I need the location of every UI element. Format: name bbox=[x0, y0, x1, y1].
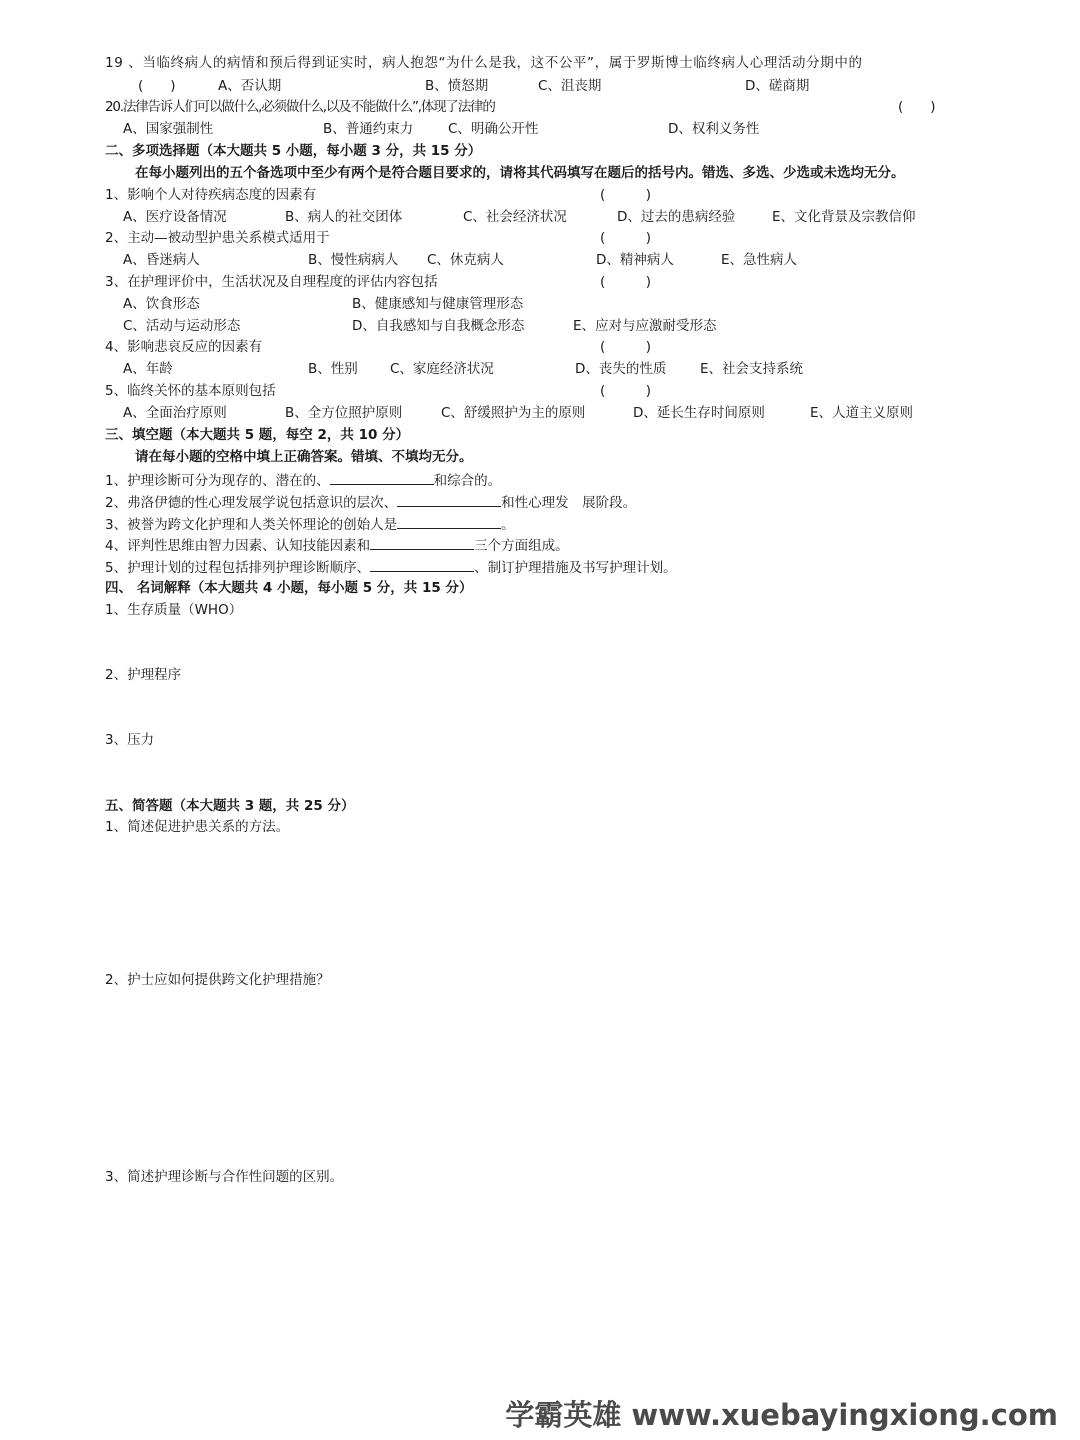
short-q2: 2、护士应如何提供跨文化护理措施？ bbox=[105, 972, 330, 988]
mc-q5-stem: 5、临终关怀的基本原则包括 bbox=[105, 383, 276, 399]
fill-q5-blank[interactable] bbox=[370, 557, 474, 572]
term-q3: 3、压力 bbox=[105, 732, 155, 748]
fill-q3-blank[interactable] bbox=[397, 514, 501, 529]
mc-q3-paren: ( ) bbox=[600, 274, 652, 290]
mc-q5-option-e: E、人道主义原则 bbox=[810, 405, 914, 421]
q20-option-d: D、权利义务性 bbox=[668, 121, 760, 137]
fill-q4 bbox=[105, 535, 569, 555]
q19-option-a: A、否认期 bbox=[218, 78, 282, 94]
mc-q2-option-a: A、昏迷病人 bbox=[123, 252, 200, 268]
mc-q4-paren: ( ) bbox=[600, 339, 652, 355]
q19-option-d: D、磋商期 bbox=[745, 78, 810, 94]
fill-q3-text-after: 。 bbox=[501, 517, 515, 533]
mc-q5-option-d: D、延长生存时间原则 bbox=[633, 405, 765, 421]
fill-q5-text-after: 、制订护理措施及书写护理计划。 bbox=[474, 560, 677, 576]
q20-option-b: B、普通约束力 bbox=[323, 121, 414, 137]
fill-q1 bbox=[105, 470, 501, 490]
term-q2: 2、护理程序 bbox=[105, 667, 182, 683]
fill-q4-text: 4、评判性思维由智力因素、认知技能因素和 bbox=[105, 538, 371, 554]
mc-q3-option-a: A、饮食形态 bbox=[123, 296, 200, 312]
fill-q1-blank[interactable] bbox=[330, 470, 434, 485]
mc-q4-option-c: C、家庭经济状况 bbox=[390, 361, 494, 377]
fill-q4-blank[interactable] bbox=[370, 535, 474, 550]
mc-q3-stem: 3、在护理评价中，生活状况及自理程度的评估内容包括 bbox=[105, 274, 438, 290]
mc-q1-paren: ( ) bbox=[600, 187, 652, 203]
fill-q1-text-after: 和综合的。 bbox=[433, 473, 502, 489]
fill-q2-text: 2、弗洛伊德的性心理发展学说包括意识的层次、 bbox=[105, 495, 398, 511]
mc-q5-option-b: B、全方位照护原则 bbox=[285, 405, 403, 421]
fill-q5-text: 5、护理计划的过程包括排列护理诊断顺序、 bbox=[105, 560, 371, 576]
short-q3: 3、简述护理诊断与合作性问题的区别。 bbox=[105, 1169, 344, 1185]
mc-q2-option-b: B、慢性病病人 bbox=[308, 252, 399, 268]
fill-q3-text: 3、被誉为跨文化护理和人类关怀理论的创始人是 bbox=[105, 517, 398, 533]
mc-q5-paren: ( ) bbox=[600, 383, 652, 399]
section3-title: 三、填空题（本大题共 5 题，每空 2，共 10 分） bbox=[105, 427, 410, 443]
mc-q4-option-b: B、性别 bbox=[308, 361, 358, 377]
q20-paren: ( ) bbox=[898, 99, 936, 115]
q20-option-a: A、国家强制性 bbox=[123, 121, 214, 137]
mc-q2-option-c: C、休克病人 bbox=[427, 252, 504, 268]
fill-q1-text: 1、护理诊断可分为现存的、潜在的、 bbox=[105, 473, 330, 489]
section4-title: 四、 名词解释（本大题共 4 小题，每小题 5 分，共 15 分） bbox=[105, 580, 473, 596]
mc-q5-option-c: C、舒缓照护为主的原则 bbox=[441, 405, 586, 421]
mc-q4-option-e: E、社会支持系统 bbox=[700, 361, 804, 377]
fill-q2-blank[interactable] bbox=[397, 492, 501, 507]
mc-q2-paren: ( ) bbox=[600, 230, 652, 246]
q19-stem: 19 、当临终病人的病情和预后得到证实时，病人抱怨“为什么是我，这不公平”，属于罗斯博士临终病人心理活动分期中的 bbox=[105, 55, 863, 71]
mc-q2-option-e: E、急性病人 bbox=[721, 252, 798, 268]
mc-q5-option-a: A、全面治疗原则 bbox=[123, 405, 227, 421]
short-q1: 1、简述促进护患关系的方法。 bbox=[105, 819, 290, 835]
mc-q1-stem: 1、影响个人对待疾病态度的因素有 bbox=[105, 187, 317, 203]
q20-stem: 20.法律告诉人们可以做什么,必须做什么,以及不能做什么”,体现了法律的 bbox=[105, 99, 495, 115]
mc-q1-option-e: E、文化背景及宗教信仰 bbox=[772, 209, 916, 225]
fill-q4-text-after: 三个方面组成。 bbox=[474, 538, 569, 554]
mc-q3-option-d: D、自我感知与自我概念形态 bbox=[352, 318, 525, 334]
term-q1: 1、生存质量（WHO） bbox=[105, 602, 243, 618]
mc-q1-option-c: C、社会经济状况 bbox=[463, 209, 567, 225]
section2-title: 二、多项选择题（本大题共 5 小题，每小题 3 分，共 15 分） bbox=[105, 143, 482, 159]
q19-option-b: B、愤怒期 bbox=[425, 78, 489, 94]
fill-q5 bbox=[105, 557, 677, 577]
q19-option-c: C、沮丧期 bbox=[538, 78, 602, 94]
mc-q3-option-c: C、活动与运动形态 bbox=[123, 318, 241, 334]
q19-paren: ( ) bbox=[138, 78, 176, 94]
mc-q3-option-e: E、应对与应激耐受形态 bbox=[573, 318, 717, 334]
mc-q1-option-b: B、病人的社交团体 bbox=[285, 209, 403, 225]
mc-q1-option-a: A、医疗设备情况 bbox=[123, 209, 227, 225]
q20-option-c: C、明确公开性 bbox=[448, 121, 539, 137]
mc-q1-option-d: D、过去的患病经验 bbox=[617, 209, 736, 225]
site-watermark: 学霸英雄 www.xuebayingxiong.com bbox=[505, 1398, 1058, 1432]
fill-q2 bbox=[105, 492, 636, 512]
mc-q2-stem: 2、主动—被动型护患关系模式适用于 bbox=[105, 230, 330, 246]
mc-q2-option-d: D、精神病人 bbox=[596, 252, 674, 268]
mc-q4-stem: 4、影响悲哀反应的因素有 bbox=[105, 339, 263, 355]
fill-q3 bbox=[105, 514, 515, 534]
section5-title: 五、简答题（本大题共 3 题，共 25 分） bbox=[105, 798, 355, 814]
fill-q2-text-after: 和性心理发 展阶段。 bbox=[501, 495, 637, 511]
mc-q4-option-d: D、丧失的性质 bbox=[575, 361, 667, 377]
section3-instructions: 请在每小题的空格中填上正确答案。错填、不填均无分。 bbox=[135, 449, 473, 465]
section2-instructions: 在每小题列出的五个备选项中至少有两个是符合题目要求的，请将其代码填写在题后的括号内。错选、多选、少选或未选均无分。 bbox=[135, 165, 905, 181]
mc-q3-option-b: B、健康感知与健康管理形态 bbox=[352, 296, 524, 312]
mc-q4-option-a: A、年龄 bbox=[123, 361, 173, 377]
